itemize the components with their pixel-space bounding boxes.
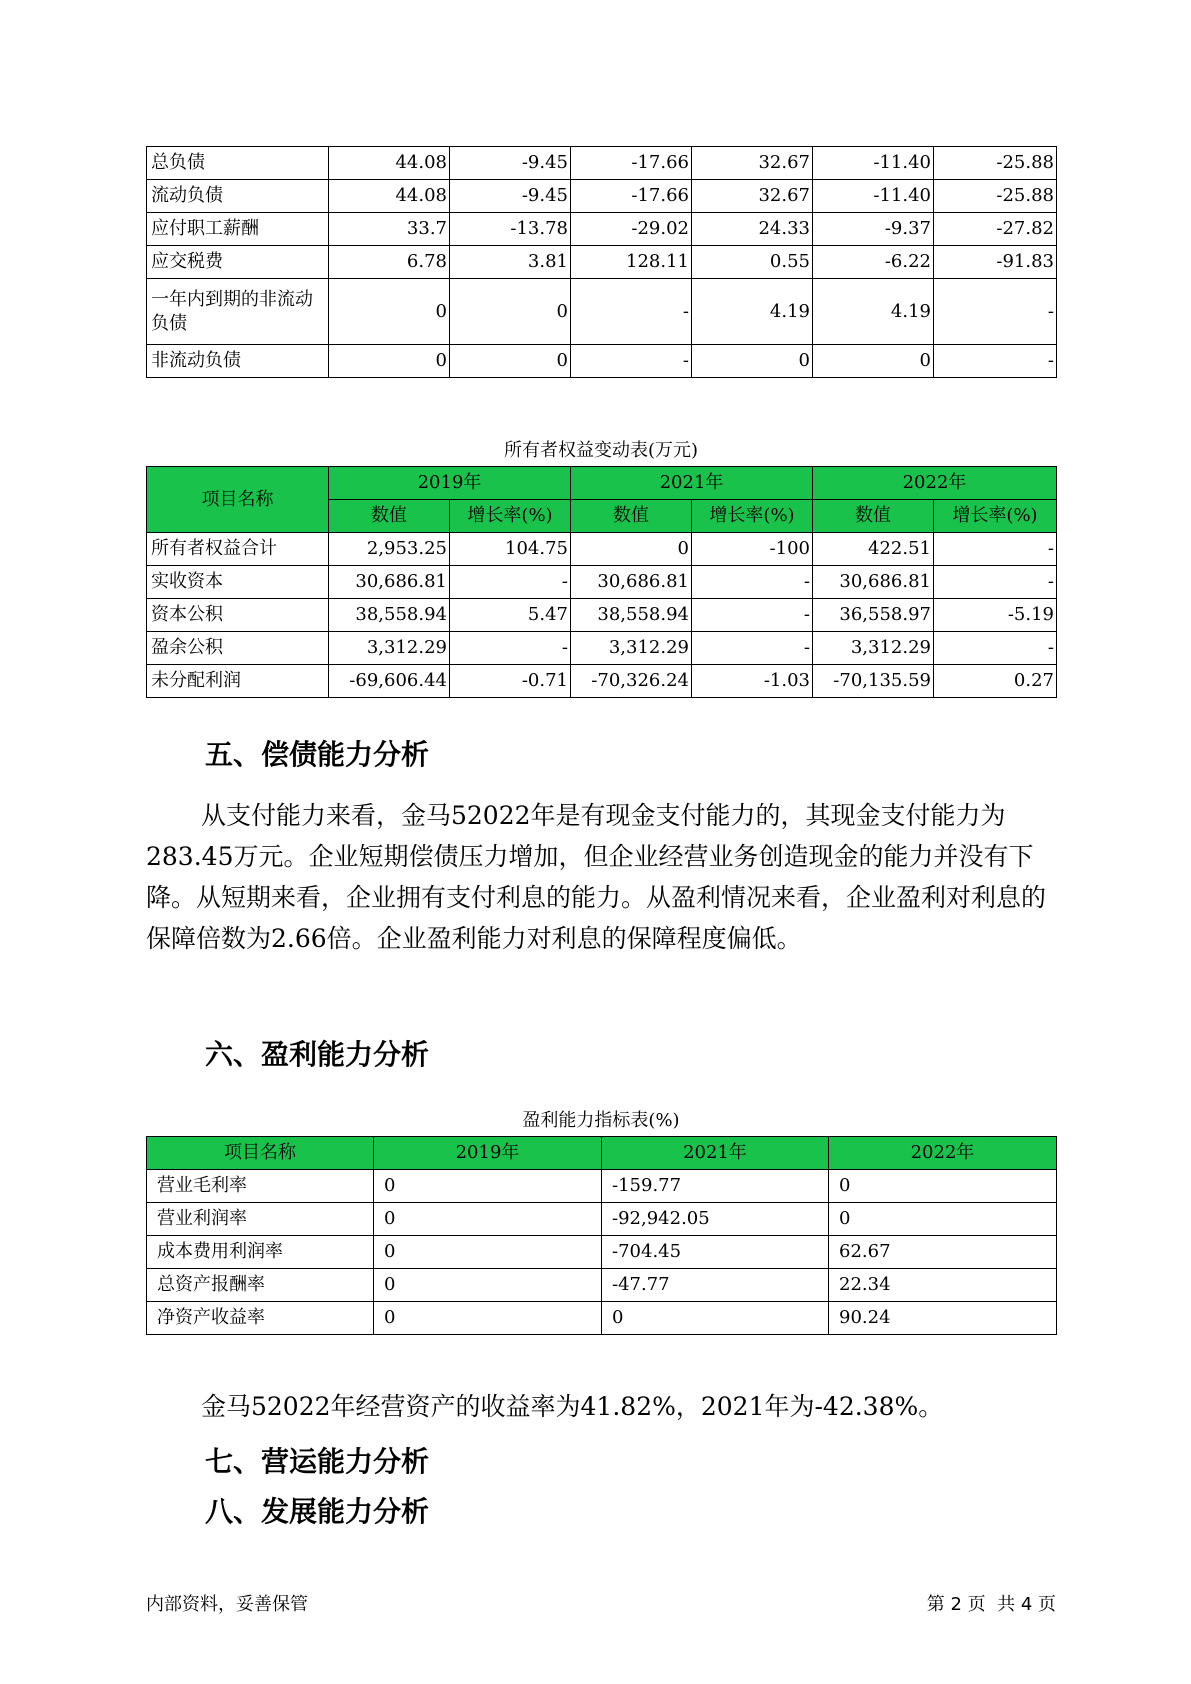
cell: 5.47 <box>450 599 571 632</box>
header-item: 项目名称 <box>147 467 329 533</box>
subheader-growth: 增长率(%) <box>934 500 1057 533</box>
table-row <box>147 180 1057 213</box>
row-name: 流动负债 <box>147 180 329 213</box>
cell: - <box>692 599 813 632</box>
liabilities-table <box>146 146 1057 378</box>
cell: 128.11 <box>571 246 692 279</box>
cell: 33.7 <box>329 213 450 246</box>
cell: -69,606.44 <box>329 665 450 698</box>
cell: -92,942.05 <box>602 1203 829 1236</box>
cell: -9.45 <box>450 147 571 180</box>
cell: 0 <box>602 1302 829 1335</box>
cell: 0 <box>374 1269 602 1302</box>
cell: -25.88 <box>934 180 1057 213</box>
cell: -11.40 <box>813 180 934 213</box>
equity-table <box>146 466 1057 698</box>
cell: 0.27 <box>934 665 1057 698</box>
table-row <box>147 1269 1057 1302</box>
cell: -6.22 <box>813 246 934 279</box>
cell: -27.82 <box>934 213 1057 246</box>
row-name: 营业毛利率 <box>147 1170 374 1203</box>
profit-table-caption: 盈利能力指标表(%) <box>522 1110 680 1131</box>
cell: 0 <box>374 1170 602 1203</box>
table-row <box>147 599 1057 632</box>
header-year: 2021年 <box>602 1137 829 1170</box>
footer-page-number: 第 2 页 共 4 页 <box>926 1594 1056 1615</box>
cell: 30,686.81 <box>329 566 450 599</box>
paragraph-text: 从支付能力来看，金马52022年是有现金支付能力的，其现金支付能力为283.45万元。企业短期偿债压力增加，但企业经营业务创造现金的能力并没有下降。从短期来看，企业拥有支付利息的能力。从盈利情况来看，企业盈利对利息的保障倍数为2.66倍。企业盈利能力对利息的保障程度偏低。 <box>146 801 1047 953</box>
cell: 0 <box>374 1236 602 1269</box>
cell: - <box>934 279 1057 345</box>
cell: 22.34 <box>829 1269 1057 1302</box>
profit-note <box>146 1386 1056 1427</box>
section5-paragraph <box>146 795 1056 959</box>
cell: - <box>692 566 813 599</box>
cell: 3,312.29 <box>813 632 934 665</box>
cell: 0 <box>829 1170 1057 1203</box>
subheader-value: 数值 <box>571 500 692 533</box>
cell: 2,953.25 <box>329 533 450 566</box>
cell: - <box>934 566 1057 599</box>
row-name: 一年内到期的非流动负债 <box>147 279 329 345</box>
cell: 0 <box>450 279 571 345</box>
row-name: 应付职工薪酬 <box>147 213 329 246</box>
row-name: 总资产报酬率 <box>147 1269 374 1302</box>
cell: 4.19 <box>813 279 934 345</box>
cell: -13.78 <box>450 213 571 246</box>
cell: 0.55 <box>692 246 813 279</box>
section-heading: 五、偿债能力分析 <box>205 738 430 771</box>
table-row <box>147 533 1057 566</box>
table-row <box>147 665 1057 698</box>
row-name: 成本费用利润率 <box>147 1236 374 1269</box>
subheader-value: 数值 <box>813 500 934 533</box>
cell: 90.24 <box>829 1302 1057 1335</box>
cell: - <box>571 345 692 378</box>
cell: 3,312.29 <box>329 632 450 665</box>
cell: 0 <box>374 1203 602 1236</box>
cell: - <box>934 632 1057 665</box>
cell: - <box>934 345 1057 378</box>
cell: 30,686.81 <box>571 566 692 599</box>
header-year: 2019年 <box>374 1137 602 1170</box>
row-name: 未分配利润 <box>147 665 329 698</box>
cell: 30,686.81 <box>813 566 934 599</box>
header-year: 2022年 <box>829 1137 1057 1170</box>
cell: 3.81 <box>450 246 571 279</box>
table-header-row <box>147 467 1057 500</box>
row-name: 净资产收益率 <box>147 1302 374 1335</box>
cell: 62.67 <box>829 1236 1057 1269</box>
table-header-row <box>147 1137 1057 1170</box>
cell: -159.77 <box>602 1170 829 1203</box>
cell: 0 <box>450 345 571 378</box>
table-row <box>147 345 1057 378</box>
cell: -9.45 <box>450 180 571 213</box>
cell: - <box>692 632 813 665</box>
cell: -25.88 <box>934 147 1057 180</box>
cell: 32.67 <box>692 180 813 213</box>
cell: -70,326.24 <box>571 665 692 698</box>
cell: -100 <box>692 533 813 566</box>
cell: - <box>571 279 692 345</box>
cell: -1.03 <box>692 665 813 698</box>
row-name: 非流动负债 <box>147 345 329 378</box>
cell: 38,558.94 <box>329 599 450 632</box>
row-name: 营业利润率 <box>147 1203 374 1236</box>
cell: 3,312.29 <box>571 632 692 665</box>
cell: 38,558.94 <box>571 599 692 632</box>
cell: -47.77 <box>602 1269 829 1302</box>
section-heading: 六、盈利能力分析 <box>205 1038 430 1071</box>
cell: -9.37 <box>813 213 934 246</box>
cell: 44.08 <box>329 147 450 180</box>
row-name: 盈余公积 <box>147 632 329 665</box>
cell: -70,135.59 <box>813 665 934 698</box>
footer-confidential: 内部资料，妥善保管 <box>146 1594 308 1615</box>
subheader-growth: 增长率(%) <box>692 500 813 533</box>
header-year: 2022年 <box>813 467 1057 500</box>
cell: 44.08 <box>329 180 450 213</box>
cell: 0 <box>374 1302 602 1335</box>
table-row <box>147 213 1057 246</box>
row-name: 实收资本 <box>147 566 329 599</box>
cell: 32.67 <box>692 147 813 180</box>
table-row <box>147 1302 1057 1335</box>
header-year: 2019年 <box>329 467 571 500</box>
cell: -704.45 <box>602 1236 829 1269</box>
table-row <box>147 279 1057 345</box>
cell: 0 <box>692 345 813 378</box>
cell: 0 <box>329 345 450 378</box>
cell: -5.19 <box>934 599 1057 632</box>
row-name: 所有者权益合计 <box>147 533 329 566</box>
table-row <box>147 1236 1057 1269</box>
table-row <box>147 1170 1057 1203</box>
cell: -17.66 <box>571 147 692 180</box>
subheader-value: 数值 <box>329 500 450 533</box>
cell: -11.40 <box>813 147 934 180</box>
cell: 0 <box>829 1203 1057 1236</box>
cell: - <box>450 566 571 599</box>
cell: - <box>934 533 1057 566</box>
cell: 6.78 <box>329 246 450 279</box>
row-name: 资本公积 <box>147 599 329 632</box>
cell: - <box>450 632 571 665</box>
cell: 422.51 <box>813 533 934 566</box>
paragraph-text: 金马52022年经营资产的收益率为41.82%，2021年为-42.38%。 <box>201 1392 944 1421</box>
table-row <box>147 1203 1057 1236</box>
header-item: 项目名称 <box>147 1137 374 1170</box>
row-name: 总负债 <box>147 147 329 180</box>
profit-table <box>146 1136 1057 1335</box>
table-row <box>147 632 1057 665</box>
section-heading: 七、营运能力分析 <box>205 1445 430 1478</box>
section-heading: 八、发展能力分析 <box>205 1495 430 1528</box>
cell: 104.75 <box>450 533 571 566</box>
cell: 24.33 <box>692 213 813 246</box>
cell: 0 <box>571 533 692 566</box>
header-year: 2021年 <box>571 467 813 500</box>
cell: -91.83 <box>934 246 1057 279</box>
cell: 36,558.97 <box>813 599 934 632</box>
row-name: 应交税费 <box>147 246 329 279</box>
subheader-growth: 增长率(%) <box>450 500 571 533</box>
cell: -0.71 <box>450 665 571 698</box>
cell: 0 <box>329 279 450 345</box>
table-row <box>147 246 1057 279</box>
table-row <box>147 566 1057 599</box>
cell: -17.66 <box>571 180 692 213</box>
table-row <box>147 147 1057 180</box>
equity-table-caption: 所有者权益变动表(万元) <box>503 440 699 461</box>
cell: 0 <box>813 345 934 378</box>
cell: -29.02 <box>571 213 692 246</box>
cell: 4.19 <box>692 279 813 345</box>
